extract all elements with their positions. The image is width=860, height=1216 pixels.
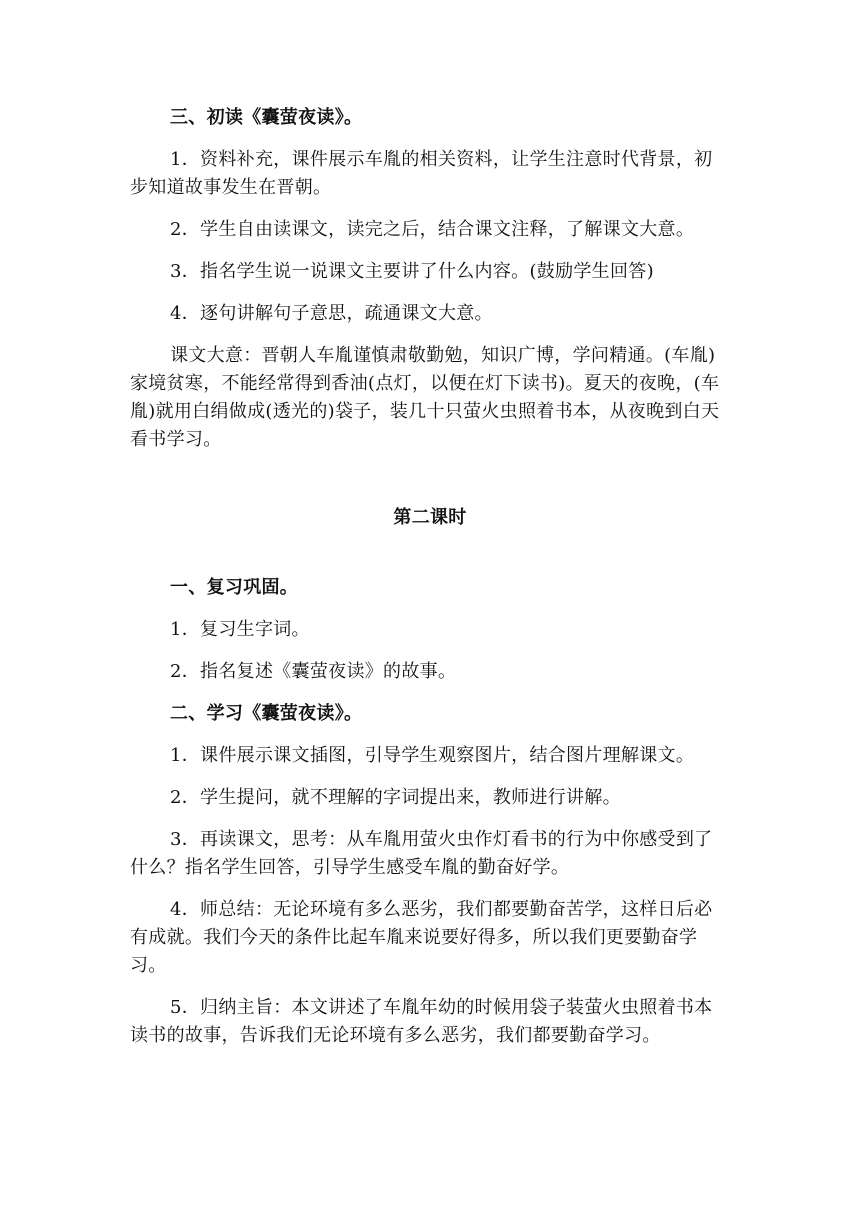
section-heading-study: 二、学习《囊萤夜读》。 xyxy=(170,703,363,724)
paragraph-summary: 课文大意：晋朝人车胤谨慎肃敬勤勉，知识广博，学问精通。(车胤)家境贫寒，不能经常得到香油(点灯，以便在灯下读书)。夏天的夜晚，(车胤)就用白绢做成(透光的)袋子，装几十只萤火虫照着书本，从夜晚到白天看书学习。 xyxy=(130,345,720,450)
paragraph-item: 2．学生自由读课文，读完之后，结合课文注释，了解课文大意。 xyxy=(170,219,695,240)
paragraph-item: 2．学生提问，就不理解的字词提出来，教师进行讲解。 xyxy=(170,787,621,808)
section-heading-first-reading: 三、初读《囊萤夜读》。 xyxy=(170,107,363,128)
lesson-title: 第二课时 xyxy=(393,507,467,528)
paragraph-item: 4．逐句讲解句子意思，疏通课文大意。 xyxy=(170,303,493,324)
paragraph-item: 4．师总结：无论环境有多么恶劣，我们都要勤奋苦学，这样日后必有成就。我们今天的条件比起车胤来说要好得多，所以我们更要勤奋学习。 xyxy=(130,899,713,976)
document-page xyxy=(130,104,730,1064)
section-heading-review: 一、复习巩固。 xyxy=(170,577,299,598)
paragraph-item: 3．指名学生说一说课文主要讲了什么内容。(鼓励学生回答) xyxy=(170,261,654,282)
paragraph-item: 2．指名复述《囊萤夜读》的故事。 xyxy=(170,661,457,682)
paragraph-item: 5．归纳主旨：本文讲述了车胤年幼的时候用袋子装萤火虫照着书本读书的故事，告诉我们无论环境有多么恶劣，我们都要勤奋学习。 xyxy=(130,997,713,1046)
paragraph-item: 1．资料补充，课件展示车胤的相关资料，让学生注意时代背景，初步知道故事发生在晋朝。 xyxy=(130,149,713,198)
paragraph-item: 1．复习生字词。 xyxy=(170,619,310,640)
paragraph-item: 3．再读课文，思考：从车胤用萤火虫作灯看书的行为中你感受到了什么？指名学生回答，引导学生感受车胤的勤奋好学。 xyxy=(130,829,713,878)
paragraph-item: 1．课件展示课文插图，引导学生观察图片，结合图片理解课文。 xyxy=(170,745,695,766)
